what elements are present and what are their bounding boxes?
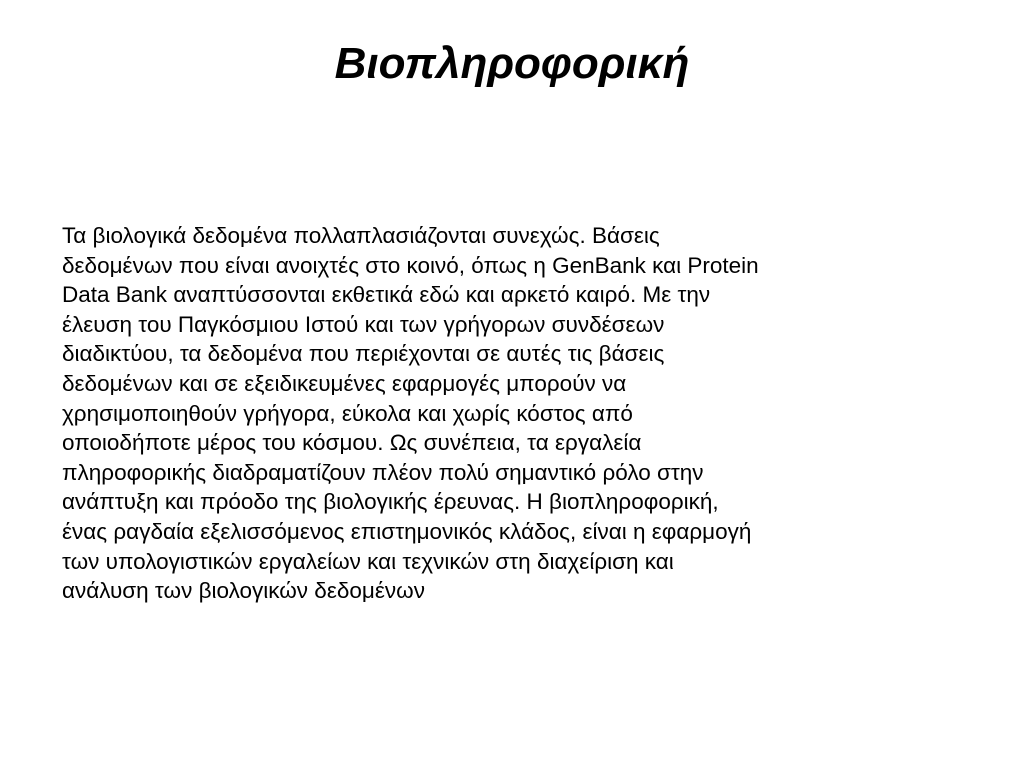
body-line: διαδικτύου, τα δεδομένα που περιέχονται σε αυτές τις βάσεις	[62, 341, 665, 367]
body-line: των υπολογιστικών εργαλείων και τεχνικών στη διαχείριση και	[62, 548, 674, 574]
body-line: δεδομένων που είναι ανοιχτές στο κοινό, όπως η GenBank και Protein	[62, 252, 759, 278]
slide-title: Βιοπληροφορική	[334, 39, 690, 88]
body-line: οποιοδήποτε μέρος του κόσμου. Ως συνέπεια, τα εργαλεία	[62, 430, 642, 456]
body-line: ένας ραγδαία εξελισσόμενος επιστημονικός κλάδος, είναι η εφαρμογή	[62, 518, 752, 544]
body-line: δεδομένων και σε εξειδικευμένες εφαρμογές μπορούν να	[62, 370, 627, 396]
body-line: έλευση του Παγκόσμιου Ιστού και των γρήγορων συνδέσεων	[62, 311, 665, 337]
body-line: πληροφορικής διαδραματίζουν πλέον πολύ σημαντικό ρόλο στην	[62, 459, 704, 485]
body-line: χρησιμοποιηθούν γρήγορα, εύκολα και χωρίς κόστος από	[62, 400, 633, 426]
body-line: ανάπτυξη και πρόοδο της βιολογικής έρευνας. Η βιοπληροφορική,	[62, 489, 719, 515]
body-line: Data Bank αναπτύσσονται εκθετικά εδώ και αρκετό καιρό. Με την	[62, 282, 711, 308]
body-line: ανάλυση των βιολογικών δεδομένων	[62, 578, 425, 604]
slide-body-text	[62, 221, 967, 606]
body-line: Τα βιολογικά δεδομένα πολλαπλασιάζονται συνεχώς. Βάσεις	[62, 223, 660, 248]
